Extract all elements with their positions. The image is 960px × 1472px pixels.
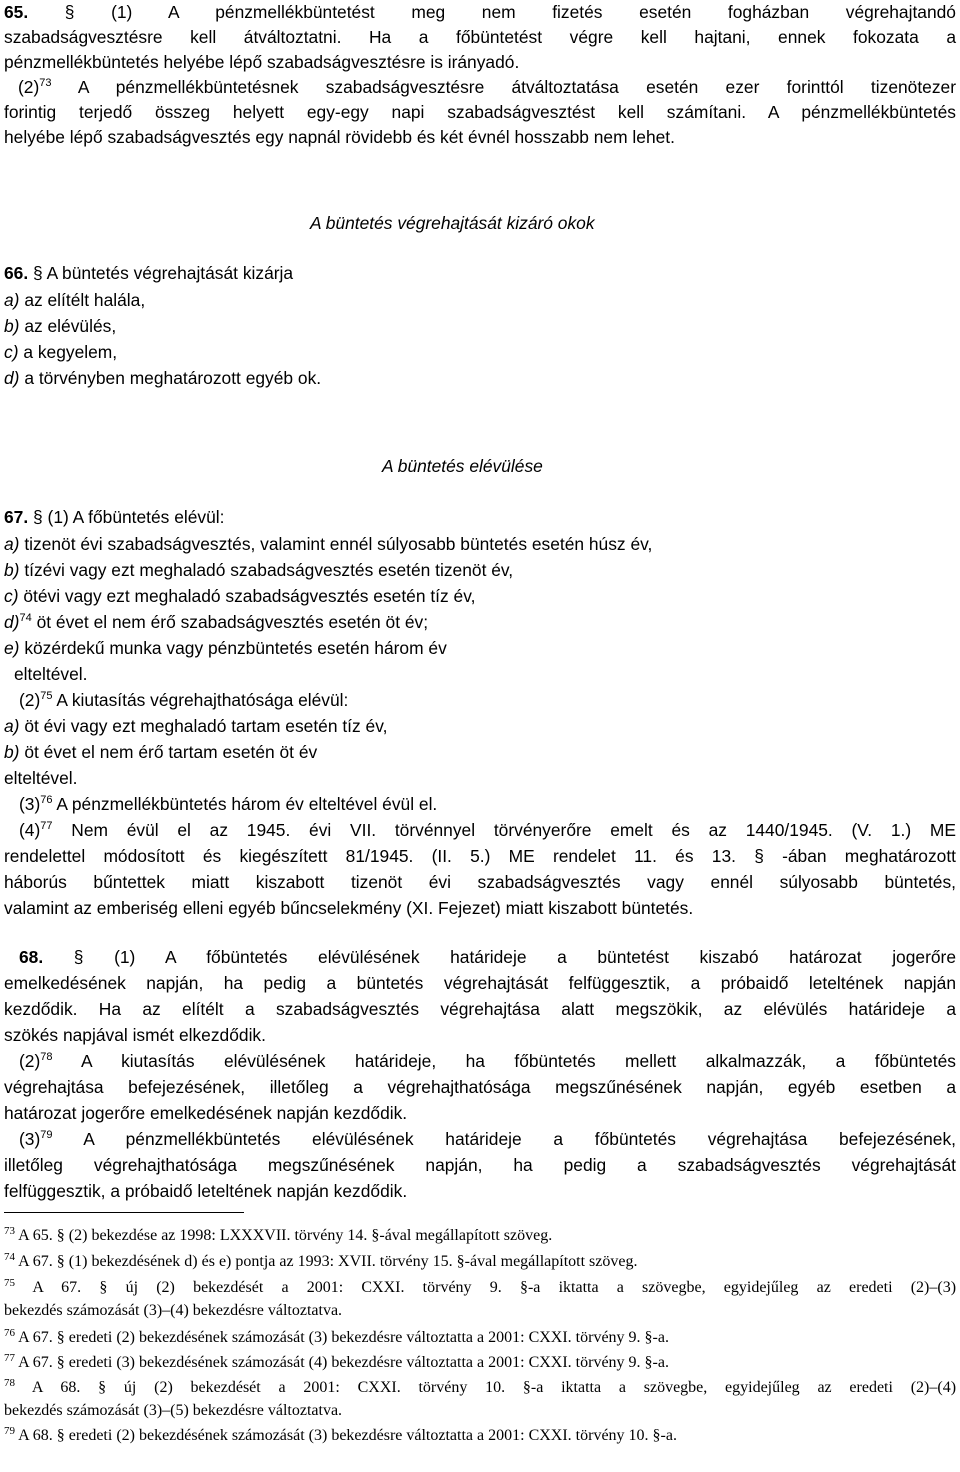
footnote-text: -a.: [652, 1329, 669, 1346]
item-marker: c): [4, 586, 19, 606]
item-text: tizenöt évi szabadságvesztés, valamint ennél súlyosabb büntetés esetén húsz év,: [24, 534, 653, 554]
footnote-text: (1) bekezdésének d) és e) pontja az 1993: XVII. törvény 15.: [68, 1253, 453, 1270]
footnote-ref-74[interactable]: 74: [19, 612, 32, 624]
section-68-line-1: [19, 945, 956, 970]
footnote-text: A 67.: [32, 1279, 82, 1296]
footnote-text: A 67.: [18, 1354, 53, 1371]
section-67-para-4-line-1: [19, 818, 956, 843]
footnote-number: 76: [4, 1327, 15, 1339]
section-67-para-2: [19, 688, 348, 713]
footnote-78-line-1: [4, 1378, 956, 1398]
item-marker: b): [4, 742, 20, 762]
paragraph-text: A pénzmellékbüntetés három év elteltével évül el.: [56, 794, 438, 814]
item-marker: b): [4, 560, 20, 580]
item-text: öt évet el nem érő szabadságvesztés esetén öt év;: [36, 612, 429, 632]
section-68-line-3: kezdődik. Ha az elítélt a szabadságvesztés végrehajtása alatt megszökik, az elévülés határideje a: [4, 999, 956, 1019]
section-66-intro: [4, 261, 293, 286]
paragraph-text: Nem évül el az 1945. évi VII. törvénnyel törvényerőre emelt és az 1440/1945. (V. 1.) ME: [71, 820, 956, 840]
section-68-para-3-line-1: [19, 1127, 956, 1152]
footnote-78-line-2: bekezdés számozását (3)–(5) bekezdésre változtatva.: [4, 1402, 343, 1419]
section-67-para-3: [19, 792, 437, 817]
item-marker: a): [4, 716, 20, 736]
paragraph-text: A büntetés végrehajtását kizárja: [46, 263, 294, 283]
section-66-item-d: [4, 366, 321, 391]
item-marker: a): [4, 290, 20, 310]
section-68-para-2-line-1: [19, 1049, 956, 1074]
footnote-text: eredeti (2) bekezdésének számozását (3) bekezdésre változtatta a 2001: CXXI. törvény 10.: [68, 1427, 649, 1444]
paragraph-text: (1) A főbüntetés elévül:: [47, 507, 225, 527]
section-65-line-2: szabadságvesztésre kell átváltoztatni. Ha a főbüntetést végre kell hajtani, ennek fokozata a: [4, 27, 956, 47]
section-number: 67.: [4, 507, 29, 527]
item-text: tízévi vagy ezt meghaladó szabadságvesztés esetén tizenöt év,: [24, 560, 514, 580]
footnote-ref-73[interactable]: 73: [39, 77, 52, 89]
paragraph-text: (1) A főbüntetés elévülésének határideje a büntetést kiszabó határozat jogerőre: [114, 947, 956, 967]
paragraph-number: (4): [19, 820, 41, 840]
section-65-line-1: [4, 0, 956, 25]
footnote-text: eredeti (2) bekezdésének számozását (3) bekezdésre változtatta a 2001: CXXI. törvény 9.: [68, 1329, 641, 1346]
footnote-text: -a.: [660, 1427, 677, 1444]
section-67-para-2-item-a: [4, 714, 387, 739]
section-sign: §: [56, 1227, 65, 1244]
footnote-77: [4, 1353, 956, 1373]
item-text: a törvényben meghatározott egyéb ok.: [24, 368, 322, 388]
section-67-para-4-line-4: valamint az emberiség elleni egyéb bűncselekmény (XI. Fejezet) miatt kiszabott büntetés.: [4, 898, 694, 918]
paragraph-number: (3): [19, 1129, 41, 1149]
section-65-para-2-line-1: [4, 75, 956, 100]
footnote-75-line-2: bekezdés számozását (3)–(4) bekezdésre változtatva.: [4, 1302, 343, 1319]
section-sign: §: [64, 2, 75, 22]
footnote-number: 77: [4, 1352, 15, 1364]
footnote-text: A 68.: [31, 1379, 81, 1396]
section-68-line-4: szökés napjával ismét elkezdődik.: [4, 1025, 266, 1045]
section-sign: §: [652, 1427, 661, 1444]
section-68-para-3-line-2: illetőleg végrehajthatósága megszűnésének napján, ha pedig a szabadságvesztés végrehajtását: [4, 1155, 956, 1175]
footnote-ref-78[interactable]: 78: [40, 1051, 53, 1063]
section-66-item-a: [4, 288, 145, 313]
footnote-74: [4, 1252, 956, 1272]
item-text: öt évet el nem érő tartam esetén öt év: [24, 742, 318, 762]
footnote-79: [4, 1426, 956, 1446]
section-67-item-d: [4, 610, 428, 635]
footnote-text: -a.: [652, 1354, 669, 1371]
footnote-text: új (2) bekezdését a 2001: CXXI. törvény 10.: [123, 1379, 506, 1396]
paragraph-number: (3): [19, 794, 41, 814]
paragraph-text: A pénzmellékbüntetés elévülésének határideje a főbüntetés végrehajtása befejezésének,: [83, 1129, 956, 1149]
section-sign: §: [371, 1227, 380, 1244]
item-text: öt évi vagy ezt meghaladó tartam esetén tíz év,: [24, 716, 388, 736]
item-marker: d): [4, 612, 20, 632]
paragraph-text: A kiutasítás elévülésének határideje, ha főbüntetés mellett alkalmazzák, a főbüntetés: [81, 1051, 956, 1071]
section-sign: §: [754, 846, 764, 866]
section-67-elapsed-2: elteltével.: [4, 768, 78, 788]
paragraph-text: A pénzmellékbüntetésnek szabadságvesztésre átváltoztatása esetén ezer forinttól tizenötezer: [77, 77, 957, 97]
item-marker: e): [4, 638, 20, 658]
section-67-item-e: [4, 636, 447, 661]
item-text: közérdekű munka vagy pénzbüntetés esetén három év: [24, 638, 447, 658]
footnote-divider: [4, 1212, 244, 1213]
paragraph-number: (2): [19, 1051, 41, 1071]
item-text: a kegyelem,: [23, 342, 118, 362]
footnote-number: 74: [4, 1251, 15, 1263]
footnote-text: -a iktatta a szövegbe, egyidejűleg az eredeti (2)–(3): [527, 1279, 957, 1296]
footnote-number: 75: [4, 1277, 15, 1289]
section-67-para-1: [4, 505, 224, 530]
footnote-text: -ával megállapított szöveg.: [464, 1253, 638, 1270]
paragraph-text: -ában meghatározott: [782, 846, 956, 866]
section-number: 68.: [19, 947, 44, 967]
section-number: 65.: [4, 2, 29, 22]
section-66-item-c: [4, 340, 117, 365]
footnote-text: A 67.: [18, 1253, 53, 1270]
item-text: ötévi vagy ezt meghaladó szabadságvesztés esetén tíz év,: [23, 586, 476, 606]
section-67-para-4-line-3: háborús bűntettek miatt kiszabott tizenöt évi szabadságvesztés vagy ennél súlyosabb büntetés,: [4, 872, 956, 892]
section-sign: §: [456, 1253, 465, 1270]
section-68-line-2: emelkedésének napján, ha pedig a büntetés végrehajtását felfüggesztik, a próbaidő leteltének napján: [4, 973, 956, 993]
item-marker: d): [4, 368, 20, 388]
item-text: az elévülés,: [24, 316, 117, 336]
heading-limitation: A büntetés elévülése: [382, 456, 543, 476]
footnote-text: A 68.: [18, 1427, 53, 1444]
section-sign: §: [56, 1354, 65, 1371]
section-sign: §: [33, 263, 43, 283]
footnote-75-line-1: [4, 1278, 956, 1298]
paragraph-text: rendelettel módosított és kiegészített 81/1945. (II. 5.) ME rendelet 11. és 13.: [4, 846, 736, 866]
section-sign: §: [99, 1279, 108, 1296]
footnote-number: 78: [4, 1377, 15, 1389]
item-marker: c): [4, 342, 19, 362]
section-67-item-c: [4, 584, 475, 609]
section-sign: §: [644, 1354, 653, 1371]
footnote-73: [4, 1226, 956, 1246]
section-68-para-2-line-2: végrehajtása befejezésének, illetőleg a végrehajthatósága megszűnésének napján, egyéb esetben a: [4, 1077, 956, 1097]
footnote-number: 73: [4, 1225, 15, 1237]
section-65-para-2-line-3: helyébe lépő szabadságvesztés egy napnál rövidebb és két évnél hosszabb nem lehet.: [4, 127, 675, 147]
section-68-para-2-line-3: határozat jogerőre emelkedésének napján kezdődik.: [4, 1103, 408, 1123]
section-65-para-2-line-2: forintig terjedő összeg helyett egy-egy napi szabadságvesztést kell számítani. A pénzmellékbüntetés: [4, 102, 956, 122]
item-marker: a): [4, 534, 20, 554]
section-67-elapsed-1: elteltével.: [14, 664, 88, 684]
section-sign: §: [33, 507, 43, 527]
paragraph-number: (2): [18, 77, 40, 97]
section-sign: §: [56, 1253, 65, 1270]
section-sign: §: [56, 1329, 65, 1346]
section-sign: §: [522, 1379, 531, 1396]
section-67-item-b: [4, 558, 513, 583]
section-sign: §: [56, 1427, 65, 1444]
section-sign: §: [73, 947, 84, 967]
section-68-para-3-line-3: felfüggesztik, a próbaidő leteltének napján kezdődik.: [4, 1181, 408, 1201]
footnote-ref-76[interactable]: 76: [40, 794, 53, 806]
footnote-ref-75[interactable]: 75: [40, 690, 53, 702]
section-sign: §: [644, 1329, 653, 1346]
footnote-ref-79[interactable]: 79: [40, 1129, 53, 1141]
section-67-item-a: [4, 532, 652, 557]
section-67-para-2-item-b: [4, 740, 317, 765]
paragraph-text: A kiutasítás végrehajthatósága elévül:: [56, 690, 349, 710]
heading-enforcement-exclusions: A büntetés végrehajtását kizáró okok: [310, 213, 595, 233]
section-sign: §: [519, 1279, 528, 1296]
section-number: 66.: [4, 263, 29, 283]
section-67-para-4-line-2: [4, 844, 956, 869]
section-sign: §: [98, 1379, 107, 1396]
footnote-ref-77[interactable]: 77: [40, 820, 53, 832]
paragraph-text: (1) A pénzmellékbüntetést meg nem fizetés esetén fogházban végrehajtandó: [111, 2, 956, 22]
section-65-line-3: pénzmellékbüntetés helyébe lépő szabadságvesztésre is irányadó.: [4, 52, 520, 72]
footnote-text: A 65.: [18, 1227, 53, 1244]
footnote-text: A 67.: [18, 1329, 53, 1346]
paragraph-number: (2): [19, 690, 41, 710]
footnote-number: 79: [4, 1425, 15, 1437]
item-marker: b): [4, 316, 20, 336]
footnote-text: -a iktatta a szövegbe, egyidejűleg az eredeti (2)–(4): [530, 1379, 957, 1396]
footnote-text: eredeti (3) bekezdésének számozását (4) bekezdésre változtatta a 2001: CXXI. törvény 9.: [68, 1354, 641, 1371]
footnote-76: [4, 1328, 956, 1348]
footnote-text: új (2) bekezdését a 2001: CXXI. törvény 9.: [125, 1279, 502, 1296]
item-text: az elítélt halála,: [24, 290, 146, 310]
footnote-text: -ával megállapított szöveg.: [379, 1227, 553, 1244]
section-66-item-b: [4, 314, 116, 339]
footnote-text: (2) bekezdése az 1998: LXXXVII. törvény 14.: [68, 1227, 368, 1244]
